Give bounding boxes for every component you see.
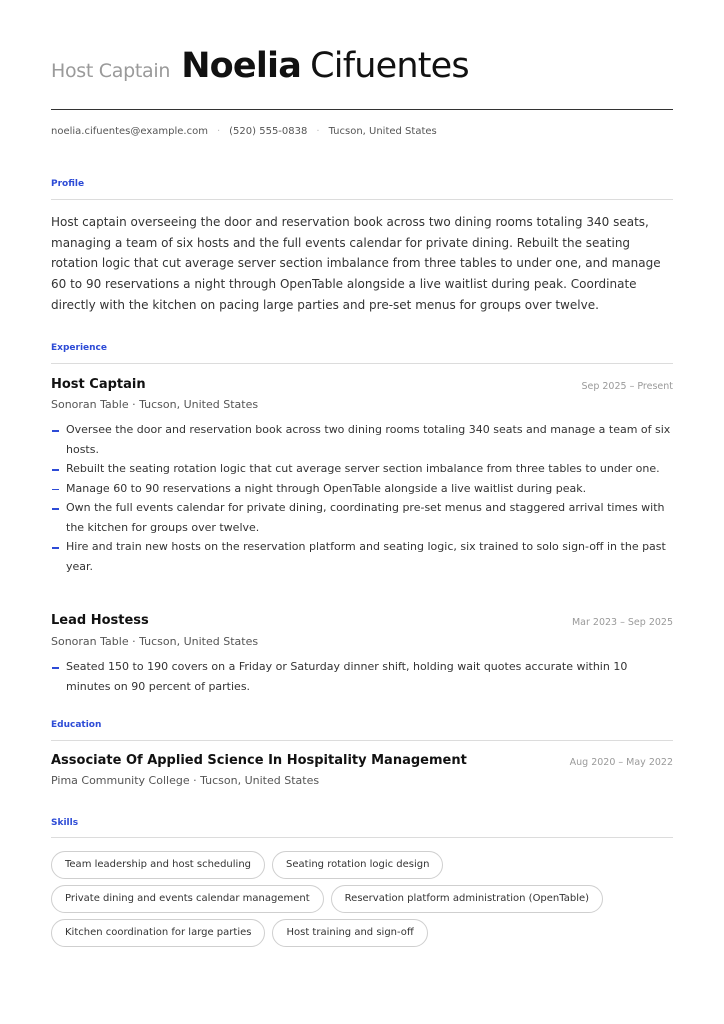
experience-section-label: Experience	[51, 343, 107, 353]
skill-chip: Reservation platform administration (OpenTable)	[331, 885, 603, 913]
contact-location: Tucson, United States	[328, 126, 437, 137]
contact-line	[51, 126, 437, 137]
contact-separator: ·	[216, 126, 221, 137]
job-dates: Sep 2025 – Present	[581, 381, 673, 392]
job-organization: Sonoran Table · Tucson, United States	[51, 398, 259, 411]
job-dates: Mar 2023 – Sep 2025	[571, 617, 673, 628]
job-title-heading: Host Captain	[51, 60, 171, 82]
first-name: Noelia	[181, 46, 302, 86]
contact-separator: ·	[316, 126, 320, 137]
profile-summary: Host captain overseeing the door and reservation book across two dining rooms totaling 340 seats, managing a team of six hosts and the full events calendar for private dining. Rebuilt the seating rotation logic that cut average server section imbalance from three tables to under one, and manage 60 to 90 reservations a night through OpenTable alongside a live waitlist during peak. Coordinate directly with the kitchen on pacing large parties and pre-set menus for groups over twelve.	[51, 215, 661, 312]
job-bullets	[51, 420, 673, 576]
header-divider	[51, 109, 673, 110]
experience-section-rule	[51, 363, 673, 364]
skill-chip: Seating rotation logic design	[272, 851, 443, 879]
education-section-label: Education	[51, 720, 102, 730]
degree-title: Associate Of Applied Science In Hospitality Management	[51, 753, 467, 768]
skill-chip: Team leadership and host scheduling	[51, 851, 265, 879]
contact-phone[interactable]: (520) 555-0838	[229, 126, 308, 137]
school-name: Pima Community College · Tucson, United States	[51, 774, 320, 787]
skill-chip: Private dining and events calendar management	[51, 885, 324, 913]
skills-row	[51, 851, 673, 879]
skills-row	[51, 885, 673, 913]
job-bullet: Hire and train new hosts on the reservation platform and seating logic, six trained to solo sign-off in the past year.	[51, 537, 673, 576]
profile-section-rule	[51, 199, 673, 200]
job-title: Host Captain	[51, 377, 146, 392]
job-bullet: Oversee the door and reservation book across two dining rooms totaling 340 seats and manage a team of six hosts.	[51, 420, 673, 459]
name-header	[51, 46, 469, 86]
job-bullet: Seated 150 to 190 covers on a Friday or Saturday dinner shift, holding wait quotes accurate within 10 minutes on 90 percent of parties.	[51, 657, 673, 696]
education-section-rule	[51, 740, 673, 741]
skill-chip: Kitchen coordination for large parties	[51, 919, 265, 947]
contact-email[interactable]: noelia.cifuentes@example.com	[51, 126, 208, 137]
profile-section-label: Profile	[51, 179, 85, 189]
last-name: Cifuentes	[310, 46, 469, 86]
skills-list	[51, 851, 673, 953]
job-bullets	[51, 657, 673, 696]
skills-row	[51, 919, 673, 947]
job-title: Lead Hostess	[51, 613, 149, 628]
education-dates: Aug 2020 – May 2022	[569, 757, 673, 768]
job-organization: Sonoran Table · Tucson, United States	[51, 635, 259, 648]
skills-section-label: Skills	[51, 818, 79, 828]
job-bullet: Own the full events calendar for private dining, coordinating pre-set menus and staggered arrival times with the kitchen for groups over twelve.	[51, 498, 673, 537]
job-bullet: Rebuilt the seating rotation logic that cut average server section imbalance from three tables to under one.	[51, 459, 673, 479]
job-bullet: Manage 60 to 90 reservations a night through OpenTable alongside a live waitlist during peak.	[51, 479, 673, 499]
skill-chip: Host training and sign-off	[272, 919, 427, 947]
skills-section-rule	[51, 837, 673, 838]
